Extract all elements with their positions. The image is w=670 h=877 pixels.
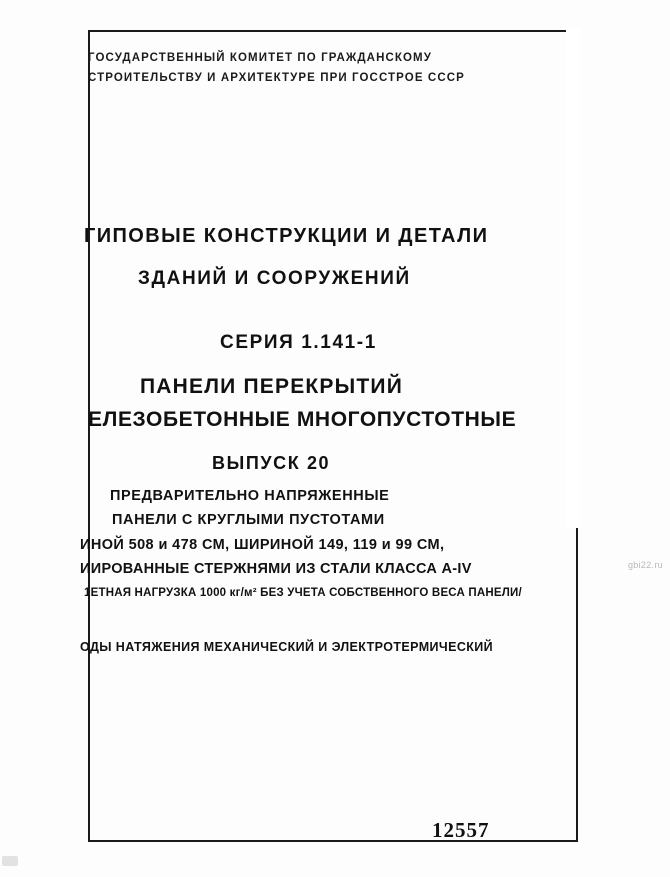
methods-line: ОДЫ НАТЯЖЕНИЯ МЕХАНИЧЕСКИЙ И ЭЛЕКТРОТЕРМИЧЕСКИЙ [80, 640, 494, 654]
load-line: 1ЕТНАЯ НАГРУЗКА 1000 кг/м² БЕЗ УЧЕТА СОБСТВЕННОГО ВЕСА ПАНЕЛИ/ [84, 587, 522, 599]
reinforcement-line: ИИРОВАННЫЕ СТЕРЖНЯМИ ИЗ СТАЛИ КЛАССА А-IV [80, 561, 472, 577]
panel-title-line-2: ЕЛЕЗОБЕТОННЫЕ МНОГОПУСТОТНЫЕ [88, 408, 517, 431]
page-border-frame [88, 30, 578, 842]
organization-line-1: ГОСУДАРСТВЕННЫЙ КОМИТЕТ ПО ГРАЖДАНСКОМУ [88, 52, 432, 64]
title-line-1: ГИПОВЫЕ КОНСТРУКЦИИ И ДЕТАЛИ [84, 225, 489, 247]
organization-line-2: СТРОИТЕЛЬСТВУ И АРХИТЕКТУРЕ ПРИ ГОССТРОЕ СССР [88, 72, 465, 84]
watermark-text: gbi22.ru [628, 560, 663, 570]
panel-title-line-1: ПАНЕЛИ ПЕРЕКРЫТИЙ [140, 375, 404, 398]
document-number: 12557 [432, 818, 490, 842]
description-line-1: ПРЕДВАРИТЕЛЬНО НАПРЯЖЕННЫЕ [110, 488, 390, 504]
issue-number: ВЫПУСК 20 [212, 453, 331, 473]
description-line-2: ПАНЕЛИ С КРУГЛЫМИ ПУСТОТАМИ [112, 512, 385, 528]
page-edge-cut [566, 28, 580, 528]
series-number: СЕРИЯ 1.141-1 [220, 332, 377, 353]
scan-artifact [2, 856, 18, 866]
dimensions-line: ИНОЙ 508 и 478 СМ, ШИРИНОЙ 149, 119 и 99 СМ, [80, 537, 445, 553]
title-line-2: ЗДАНИЙ И СООРУЖЕНИЙ [138, 268, 411, 289]
